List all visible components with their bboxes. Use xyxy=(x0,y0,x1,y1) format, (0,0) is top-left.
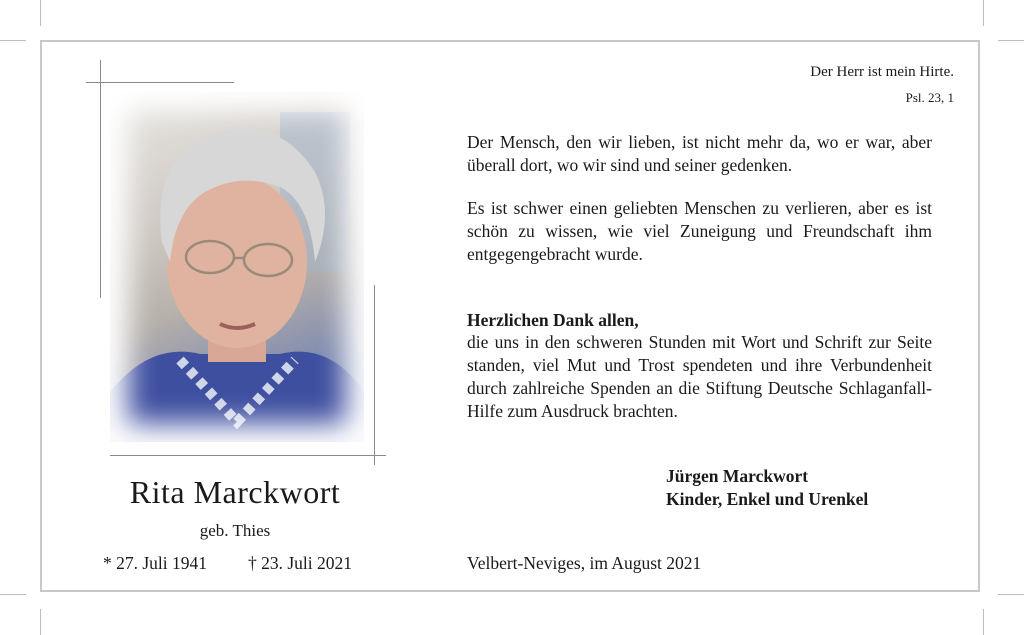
frame-line xyxy=(100,60,101,298)
signature-line-1: Jürgen Marckwort xyxy=(666,466,809,486)
crop-mark xyxy=(983,609,984,635)
death-date: † 23. Juli 2021 xyxy=(248,553,353,573)
crop-mark xyxy=(40,609,41,635)
portrait-photo xyxy=(110,92,364,442)
motto-reference: Psl. 23, 1 xyxy=(905,90,954,105)
crop-mark xyxy=(998,594,1024,595)
frame-line xyxy=(86,82,234,83)
motto-line: Der Herr ist mein Hirte. xyxy=(810,64,954,80)
signature-line-2: Kinder, Enkel und Urenkel xyxy=(666,489,869,509)
crop-mark xyxy=(0,594,26,595)
memorial-paragraph-2: Es ist schwer einen geliebten Menschen zu verlieren, aber es ist schön zu wissen, wie viel Zuneigung und Freundschaft ihm entgegengebracht wurde. xyxy=(467,198,932,264)
frame-line xyxy=(374,285,375,465)
crop-mark xyxy=(40,0,41,26)
thanks-body: die uns in den schweren Stunden mit Wort und Schrift zur Seite standen, viel Mut und Trost spendeten und ihre Verbundenheit durch zahlreiche Spenden an die Stiftung Deutsche Schlaganfall-Hilfe zum Ausdruck brachten. xyxy=(467,332,932,421)
thanks-heading: Herzlichen Dank allen, xyxy=(467,310,639,330)
memorial-paragraph-1: Der Mensch, den wir lieben, ist nicht mehr da, wo er war, aber überall dort, wo wir sind und seiner gedenken. xyxy=(467,132,932,175)
crop-mark xyxy=(0,40,26,41)
place-date: Velbert-Neviges, im August 2021 xyxy=(467,553,702,573)
birth-name: geb. Thies xyxy=(199,521,271,540)
frame-line xyxy=(110,455,386,456)
portrait-illustration xyxy=(110,92,364,442)
birth-date: * 27. Juli 1941 xyxy=(103,553,208,573)
deceased-name: Rita Marckwort xyxy=(129,474,341,510)
crop-mark xyxy=(983,0,984,26)
crop-mark xyxy=(998,40,1024,41)
